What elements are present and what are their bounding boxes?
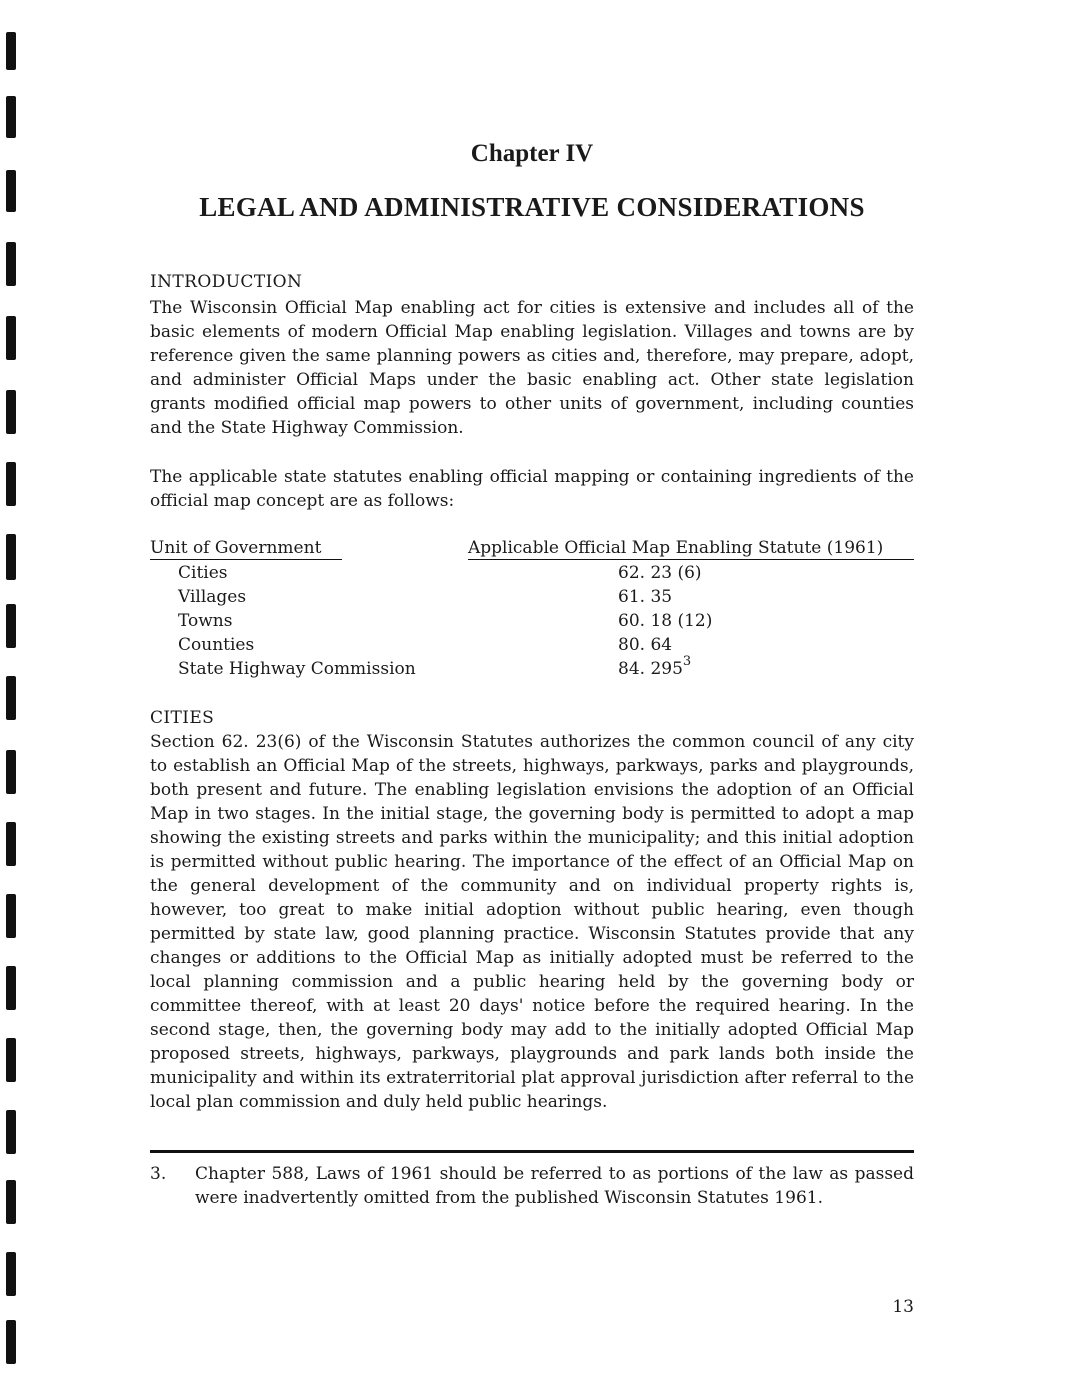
binding-mark [6, 822, 16, 866]
binding-mark [6, 316, 16, 360]
binding-mark [6, 676, 16, 720]
footnote-text: Chapter 588, Laws of 1961 should be referred to as portions of the law as passed were inadvertently omitted from the published Wisconsin Statutes 1961. [195, 1164, 914, 1208]
statute-cell: 84. $295^3$ [618, 654, 692, 679]
footnote-divider [150, 1150, 914, 1153]
binding-mark [6, 96, 16, 138]
table-row [150, 561, 914, 585]
unit-cell: Cities [178, 563, 228, 583]
table-header-row [150, 537, 914, 561]
table-row [150, 633, 914, 657]
statute-table [150, 537, 914, 681]
binding-mark [6, 750, 16, 794]
cities-heading: CITIES [150, 708, 215, 728]
footnote-number: 3. [150, 1164, 167, 1184]
chapter-label: Chapter IV [470, 140, 594, 167]
unit-cell: Towns [178, 611, 233, 631]
binding-mark [6, 534, 16, 580]
unit-cell: State Highway Commission [178, 659, 416, 679]
binding-mark [6, 170, 16, 212]
page-number: 13 [892, 1297, 914, 1317]
binding-mark [6, 894, 16, 938]
binding-mark [6, 242, 16, 286]
binding-mark [6, 1180, 16, 1224]
binding-mark [6, 604, 16, 648]
unit-cell: Counties [178, 635, 255, 655]
cities-paragraph: Section 62. 23(6) of the Wisconsin Statutes authorizes the common council of any city to establish an Official Map of the streets, highways, parkways, parks and playgrounds, both present and future. The enabling legislation envisions the adoption of an Official Map in two stages. In the initial stage, the governing body is permitted to adopt a map showing the existing streets and parks within the municipality; and this initial adoption is permitted without public hearing. The importance of the effect of an Official Map on the general development of the community and on individual property rights is, however, too great to make initial adoption without public hearing, even though permitted by state law, good planning practice. Wisconsin Statutes provide that any changes or additions to the Official Map as initially adopted must be referred to the local planning commission and a public hearing held by the governing body or committee thereof, with at least 20 days' notice before the required hearing. In the second stage, then, the governing body may add to the initially adopted Official Map proposed streets, highways, parkways, playgrounds and park lands both inside the municipality and within its extraterritorial plat approval jurisdiction after referral to the local plan commission and duly held public hearings. [150, 732, 914, 1112]
binding-mark [6, 1110, 16, 1154]
introduction-heading: INTRODUCTION [150, 272, 303, 292]
binding-mark [6, 32, 16, 70]
binding-mark [6, 966, 16, 1010]
unit-cell: Villages [178, 587, 247, 607]
binding-mark [6, 462, 16, 506]
binding-mark [6, 1252, 16, 1296]
introduction-paragraph: The Wisconsin Official Map enabling act for cities is extensive and includes all of the basic elements of modern Official Map enabling legislation. Villages and towns are by reference given the same planning powers as cities and, therefore, may prepare, adopt, and administer Official Maps under the basic enabling act. Other state legislation grants modified official map powers to other units of government, including counties and the State Highway Commission. [150, 298, 914, 438]
statute-cell: 60. 18 (12) [618, 611, 713, 631]
statute-cell: 61. 35 [618, 587, 673, 607]
binding-mark [6, 1038, 16, 1082]
binding-marks [0, 0, 20, 1380]
footnote-marker: 3 [682, 654, 692, 670]
statute-cell: 62. 23 (6) [618, 563, 702, 583]
header-unit-of-government: Unit of Government [150, 537, 342, 560]
binding-mark [6, 1320, 16, 1364]
statutes-intro-paragraph: The applicable state statutes enabling official mapping or containing ingredients of the official map concept are as follows: [150, 467, 914, 511]
table-row [150, 654, 914, 681]
table-row [150, 609, 914, 633]
statute-cell: 80. 64 [618, 635, 673, 655]
binding-mark [6, 390, 16, 434]
table-row [150, 585, 914, 609]
header-enabling-statute: Applicable Official Map Enabling Statute (1961) [468, 537, 914, 560]
chapter-title: LEGAL AND ADMINISTRATIVE CONSIDERATIONS [199, 192, 865, 222]
